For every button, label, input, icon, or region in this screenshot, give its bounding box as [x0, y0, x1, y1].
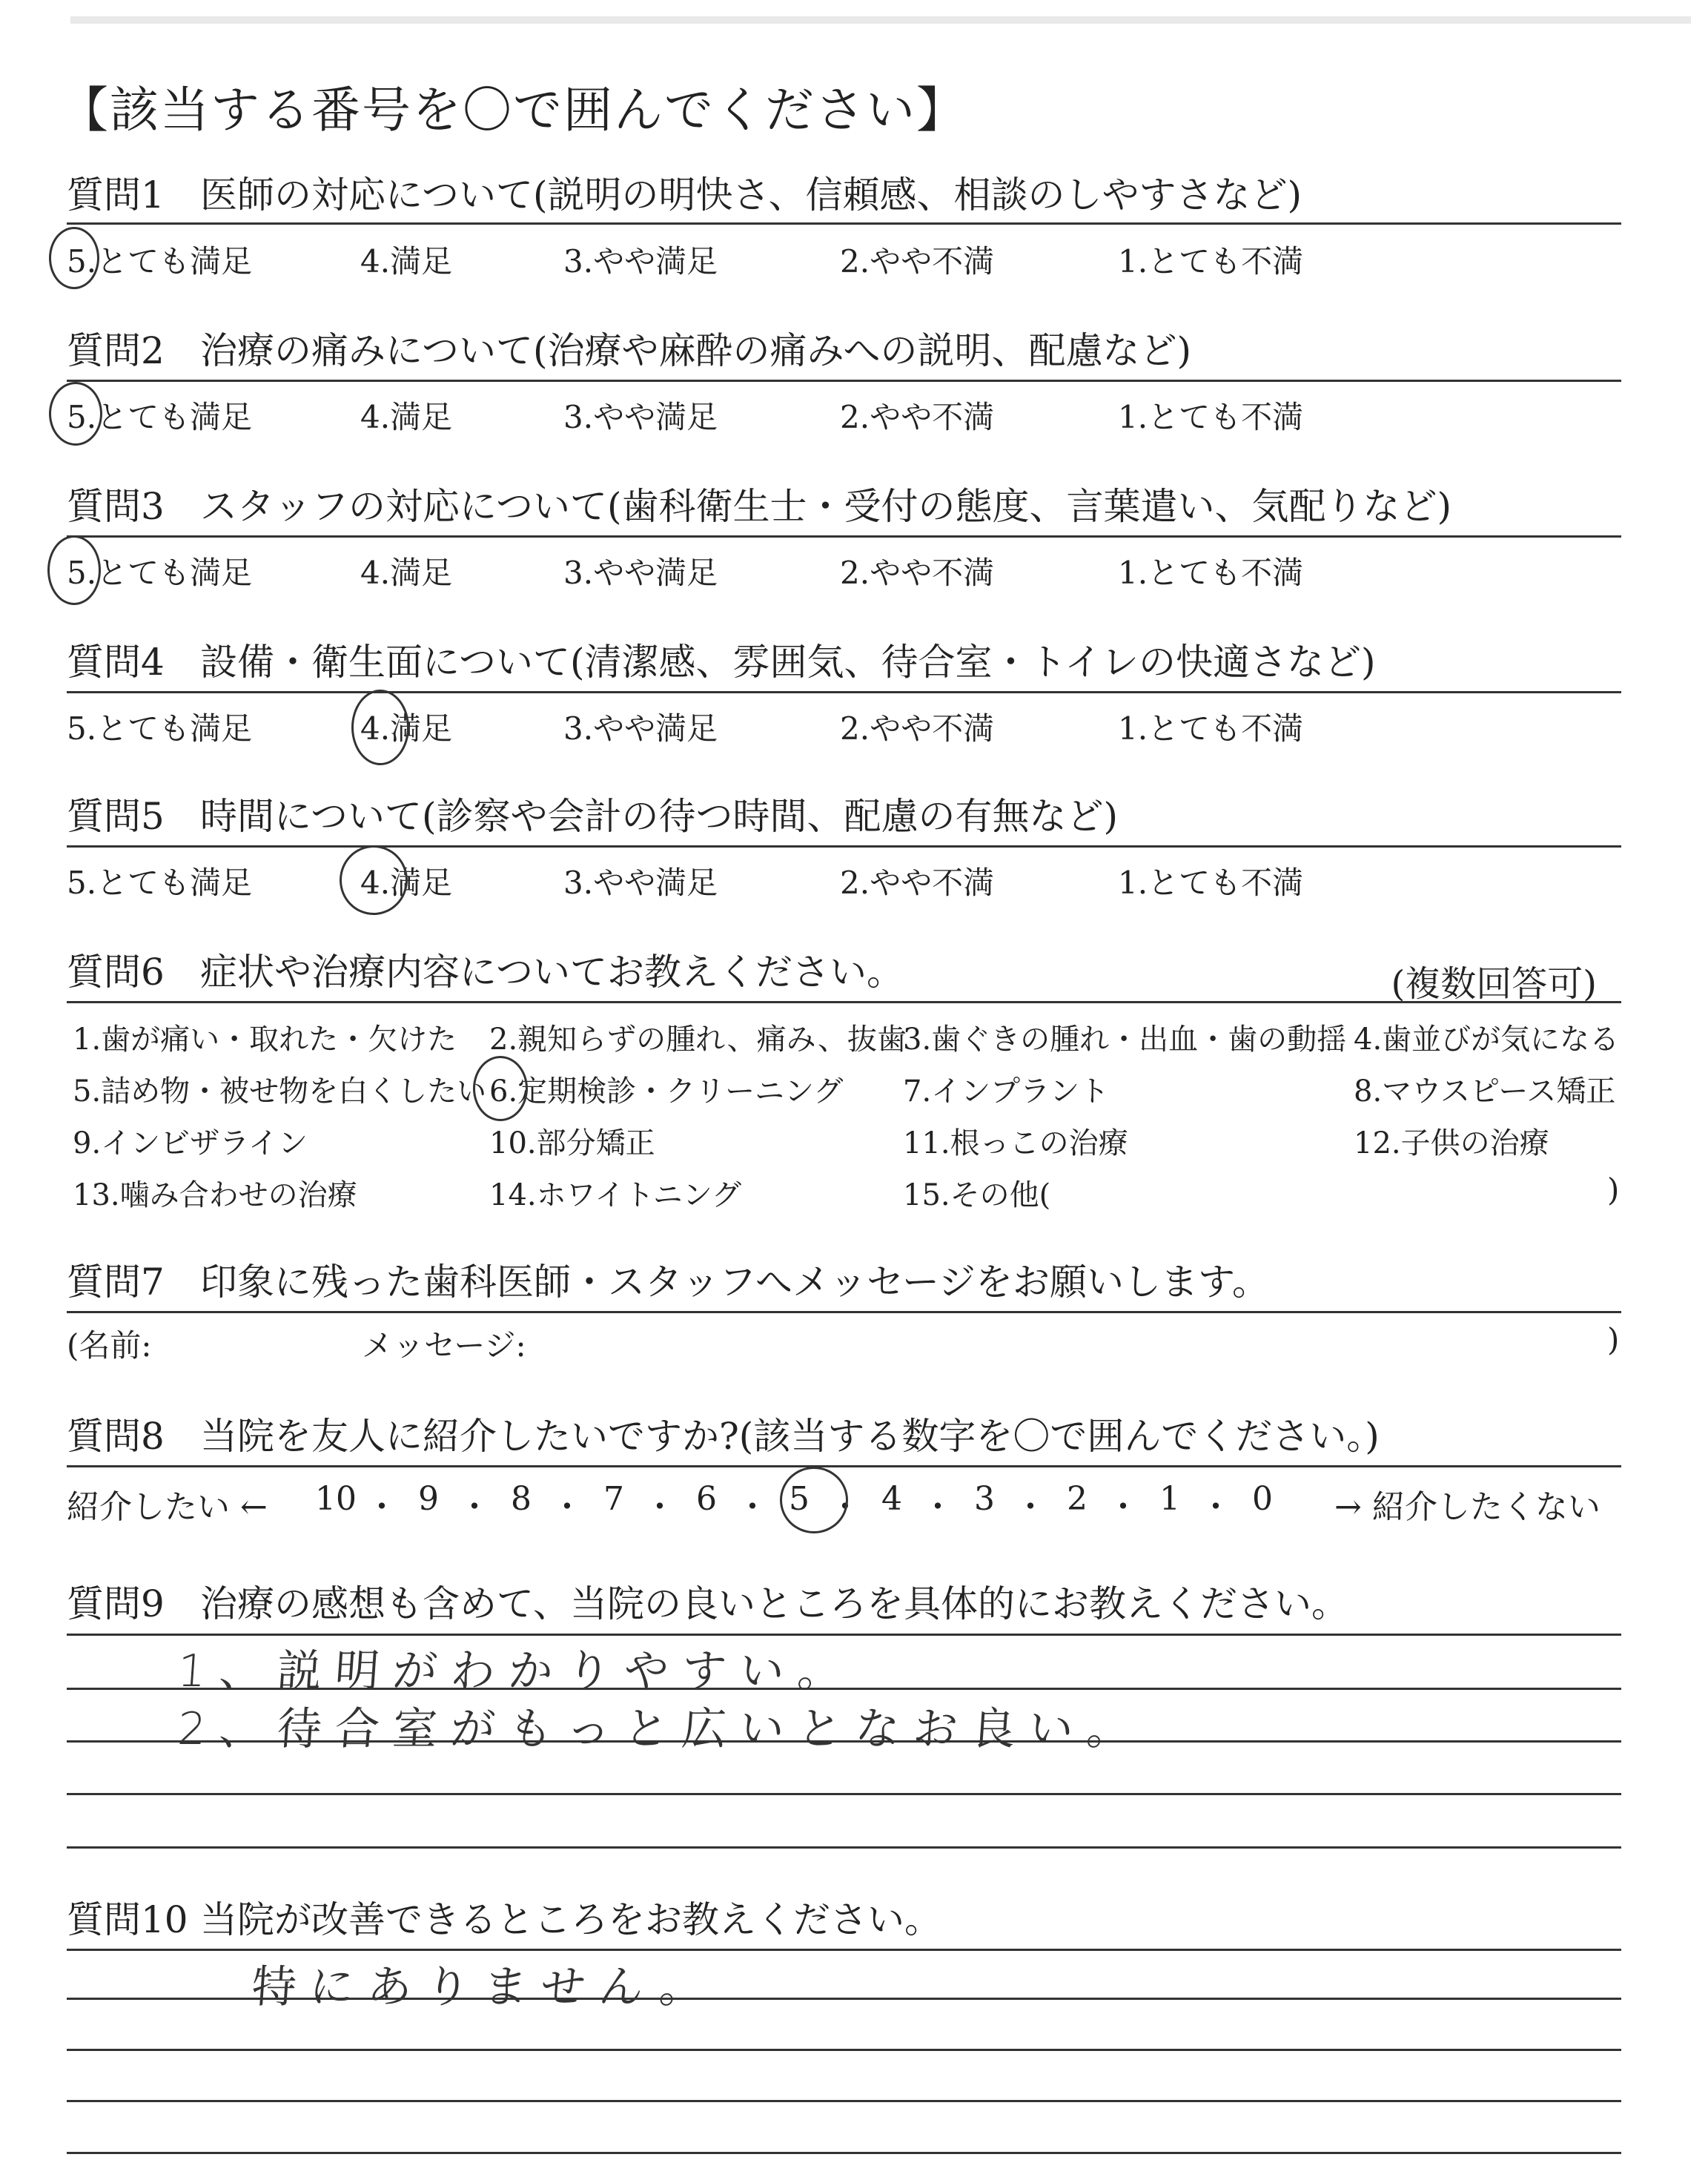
- question-number: 質問4: [67, 641, 165, 684]
- rating-option-5[interactable]: 5.とても満足: [67, 399, 253, 435]
- scale-left-label: 紹介したい ←: [67, 1488, 268, 1526]
- name-label: (名前:: [67, 1327, 152, 1364]
- rating-option-2[interactable]: 2.やや不満: [840, 399, 995, 435]
- selection-circle: [340, 845, 408, 915]
- rating-option-5[interactable]: 5.とても満足: [67, 710, 253, 747]
- question-text: 時間について(診察や会計の待つ時間、配慮の有無など): [200, 795, 1119, 838]
- symptom-option[interactable]: 9.インビザライン: [73, 1126, 308, 1160]
- selection-circle: [351, 690, 409, 765]
- rating-option-3[interactable]: 3.やや満足: [563, 243, 718, 280]
- rating-option-5[interactable]: 5.とても満足: [67, 555, 253, 591]
- scale-value[interactable]: 10: [315, 1480, 357, 1518]
- question-text: 治療の痛みについて(治療や麻酔の痛みへの説明、配慮など): [200, 329, 1192, 372]
- rating-option-3[interactable]: 3.やや満足: [563, 399, 718, 435]
- scale-value[interactable]: 1: [1159, 1480, 1180, 1518]
- rating-option-3[interactable]: 3.やや満足: [563, 555, 718, 591]
- rating-option-1[interactable]: 1.とても不満: [1118, 710, 1304, 747]
- question-text: スタッフの対応について(歯科衛生士・受付の態度、言葉遣い、気配りなど): [200, 485, 1452, 528]
- symptom-option[interactable]: 4.歯並びが気になる: [1354, 1023, 1620, 1057]
- scale-right-label: → 紹介したくない: [1334, 1488, 1601, 1526]
- scale-separator: ・: [829, 1488, 861, 1526]
- rating-option-2[interactable]: 2.やや不満: [840, 555, 995, 591]
- question-text: 医師の対応について(説明の明快さ、信頼感、相談のしやすさなど): [200, 174, 1302, 217]
- rating-option-4[interactable]: 4.満足: [360, 865, 453, 901]
- rating-option-3[interactable]: 3.やや満足: [563, 710, 718, 747]
- question-text: 設備・衛生面について(清潔感、雰囲気、待合室・トイレの快適さなど): [200, 641, 1376, 684]
- rule: [67, 222, 1621, 225]
- symptom-option[interactable]: 12.子供の治療: [1354, 1126, 1549, 1160]
- scale-value[interactable]: 8: [511, 1480, 532, 1518]
- symptom-option[interactable]: 2.親知らずの腫れ、痛み、抜歯: [489, 1023, 907, 1057]
- question-title: [67, 641, 1376, 684]
- question-number: 質問3: [67, 485, 165, 528]
- rule: [67, 691, 1621, 693]
- handwritten-answer: 特にありません。: [250, 1961, 719, 2013]
- scale-value[interactable]: 3: [974, 1480, 995, 1518]
- writing-line: [67, 1949, 1621, 1951]
- writing-line: [67, 1846, 1621, 1849]
- symptom-option[interactable]: 3.歯ぐきの腫れ・出血・歯の動揺: [903, 1023, 1347, 1057]
- scale-value[interactable]: 5: [789, 1480, 810, 1518]
- scale-separator: ・: [551, 1488, 583, 1526]
- question-title: [67, 1582, 1348, 1625]
- question-number: 質問8: [67, 1415, 165, 1458]
- selection-circle: [49, 382, 102, 446]
- scale-value[interactable]: 9: [418, 1480, 439, 1518]
- rating-option-1[interactable]: 1.とても不満: [1118, 555, 1304, 591]
- scale-separator: ・: [458, 1488, 491, 1526]
- question-title: [67, 951, 904, 994]
- symptom-option[interactable]: 13.噛み合わせの治療: [73, 1178, 357, 1212]
- instruction-header: 【該当する番号を〇で囲んでください】: [59, 82, 967, 139]
- multiple-answers-note: (複数回答可): [1391, 963, 1597, 1005]
- rule: [67, 380, 1621, 382]
- rating-option-1[interactable]: 1.とても不満: [1118, 243, 1304, 280]
- scale-value[interactable]: 7: [603, 1480, 624, 1518]
- rating-option-1[interactable]: 1.とても不満: [1118, 865, 1304, 901]
- scale-separator: ・: [365, 1488, 398, 1526]
- question-number: 質問2: [67, 329, 165, 372]
- rule: [67, 845, 1621, 848]
- question-number: 質問10: [67, 1898, 188, 1941]
- question-title: [67, 485, 1452, 528]
- message-label: メッセージ:: [362, 1327, 526, 1364]
- question-number: 質問6: [67, 951, 165, 994]
- symptom-option[interactable]: 1.歯が痛い・取れた・欠けた: [73, 1023, 457, 1057]
- symptom-option[interactable]: 8.マウスピース矯正: [1354, 1074, 1616, 1109]
- close-paren: ): [1607, 1172, 1620, 1208]
- selection-circle: [473, 1056, 528, 1121]
- question-text: 当院が改善できるところをお教えください。: [200, 1898, 941, 1941]
- writing-line: [67, 2100, 1621, 2102]
- scale-separator: ・: [736, 1488, 769, 1526]
- scale-separator: ・: [1199, 1488, 1232, 1526]
- question-text: 症状や治療内容についてお教えください。: [200, 951, 904, 994]
- scale-value[interactable]: 4: [881, 1480, 902, 1518]
- question-title: [67, 174, 1302, 217]
- rating-option-2[interactable]: 2.やや不満: [840, 865, 995, 901]
- writing-line: [67, 1793, 1621, 1795]
- question-number: 質問9: [67, 1582, 165, 1625]
- question-title: [67, 1261, 1269, 1304]
- rule: [67, 535, 1621, 538]
- question-text: 当院を友人に紹介したいですか?(該当する数字を〇で囲んでください。): [200, 1415, 1380, 1458]
- rule: [67, 1465, 1621, 1467]
- question-title: [67, 1415, 1380, 1458]
- selection-circle: [780, 1467, 848, 1533]
- symptom-option[interactable]: 6.定期検診・クリーニング: [489, 1074, 844, 1109]
- rating-option-4[interactable]: 4.満足: [360, 710, 453, 747]
- handwritten-answer: 2、待合室がもっと広いとなお良い。: [176, 1703, 1147, 1755]
- rating-option-2[interactable]: 2.やや不満: [840, 243, 995, 280]
- scale-value[interactable]: 2: [1067, 1480, 1088, 1518]
- question-number: 質問1: [67, 174, 165, 217]
- rule: [67, 1001, 1621, 1003]
- question-title: [67, 329, 1192, 372]
- scale-separator: ・: [921, 1488, 954, 1526]
- handwritten-answer: 1、説明がわかりやすい。: [176, 1645, 858, 1697]
- rating-option-5[interactable]: 5.とても満足: [67, 865, 253, 901]
- question-text: 印象に残った歯科医師・スタッフへメッセージをお願いします。: [200, 1261, 1269, 1304]
- question-title: [67, 1898, 941, 1941]
- writing-line: [67, 2049, 1621, 2051]
- rating-option-1[interactable]: 1.とても不満: [1118, 399, 1304, 435]
- rule: [67, 1311, 1621, 1313]
- selection-circle: [47, 535, 101, 605]
- rating-option-4[interactable]: 4.満足: [360, 243, 453, 280]
- scale-separator: ・: [643, 1488, 676, 1526]
- symptom-option[interactable]: 15.その他(: [903, 1178, 1051, 1212]
- rating-option-3[interactable]: 3.やや満足: [563, 865, 718, 901]
- rating-option-2[interactable]: 2.やや不満: [840, 710, 995, 747]
- scale-value[interactable]: 0: [1252, 1480, 1273, 1518]
- symptom-option[interactable]: 11.根っこの治療: [903, 1126, 1128, 1160]
- question-title: [67, 795, 1119, 838]
- rating-option-5[interactable]: 5.とても満足: [67, 243, 253, 280]
- symptom-option[interactable]: 7.インプラント: [903, 1074, 1110, 1109]
- rating-option-4[interactable]: 4.満足: [360, 399, 453, 435]
- symptom-option[interactable]: 14.ホワイトニング: [489, 1178, 742, 1212]
- rating-option-4[interactable]: 4.満足: [360, 555, 453, 591]
- scan-edge: [70, 16, 1691, 24]
- question-number: 質問7: [67, 1261, 165, 1304]
- question-text: 治療の感想も含めて、当院の良いところを具体的にお教えください。: [200, 1582, 1348, 1625]
- symptom-option[interactable]: 10.部分矯正: [489, 1126, 655, 1160]
- close-paren: ): [1607, 1321, 1620, 1358]
- scale-separator: ・: [1014, 1488, 1047, 1526]
- scale-value[interactable]: 6: [696, 1480, 717, 1518]
- writing-line: [67, 2152, 1621, 2154]
- selection-circle: [49, 227, 99, 289]
- scale-separator: ・: [1107, 1488, 1139, 1526]
- symptom-option[interactable]: 5.詰め物・被せ物を白くしたい: [73, 1074, 487, 1109]
- question-number: 質問5: [67, 795, 165, 838]
